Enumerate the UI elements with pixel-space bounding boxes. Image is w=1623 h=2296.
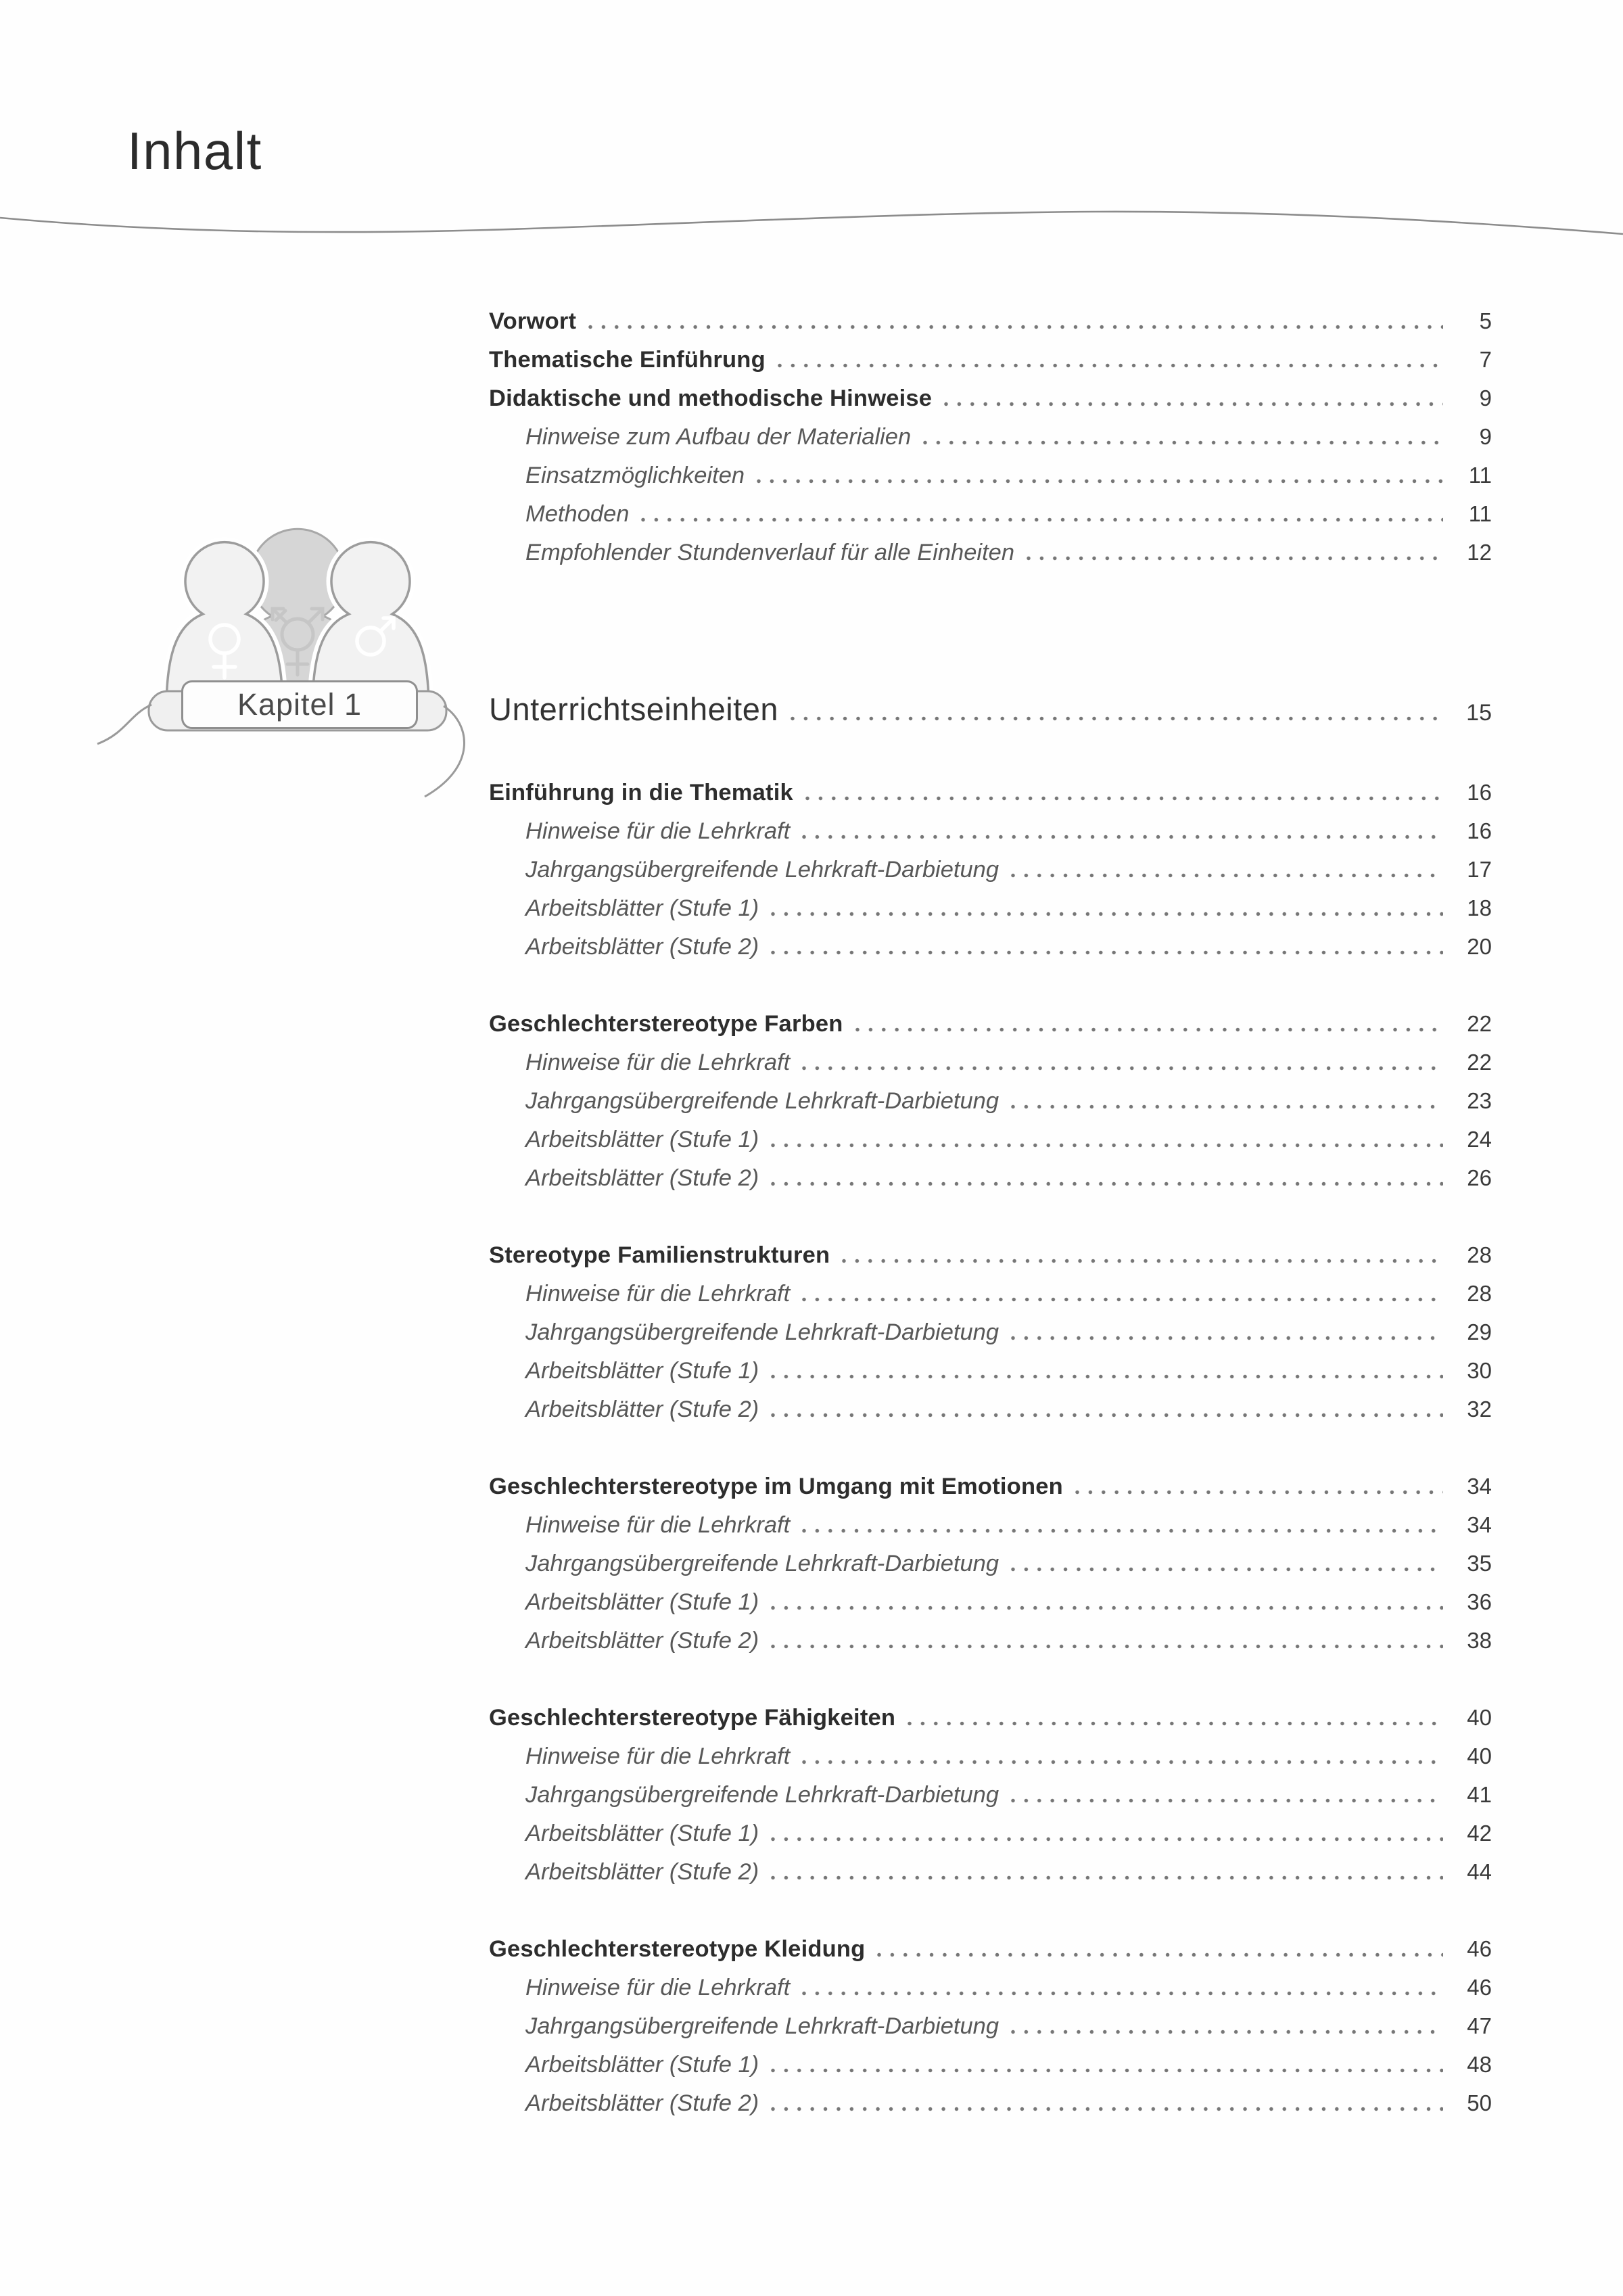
toc-unit-heading-page-number: 40 [1467, 1705, 1492, 1730]
toc-unit [489, 780, 1492, 973]
toc-entry [489, 2090, 1492, 2129]
toc-entry-label: Hinweise für die Lehrkraft [525, 1975, 791, 2000]
gender-figures-icon [81, 500, 521, 818]
toc-entry-page-number: 47 [1467, 2013, 1492, 2038]
toc-entry-page-number: 17 [1467, 857, 1492, 882]
dot-leader [588, 325, 1443, 329]
toc-entry [489, 1743, 1492, 1782]
toc-entry-page-number: 41 [1467, 1782, 1492, 1807]
dot-leader [1011, 1798, 1443, 1803]
toc-entry-page-number: 5 [1479, 308, 1492, 333]
dot-leader [771, 1875, 1443, 1880]
chapter-badge-label: Kapitel 1 [237, 687, 362, 722]
toc-entry-label: Didaktische und methodische Hinweise [489, 385, 933, 411]
toc-entry-page-number: 24 [1467, 1127, 1492, 1152]
toc-unit-heading-label: Geschlechterstereotype Fähigkeiten [489, 1705, 896, 1731]
dot-leader [802, 835, 1443, 839]
toc-entry-label: Arbeitsblätter (Stufe 2) [525, 1165, 759, 1191]
divider-wave [0, 200, 1623, 248]
toc-unit-heading-page-number: 16 [1467, 780, 1492, 805]
toc-entry-label: Jahrgangsübergreifende Lehrkraft-Darbietung [525, 1319, 999, 1345]
dot-leader [771, 1143, 1443, 1148]
toc-entry-label: Jahrgangsübergreifende Lehrkraft-Darbietung [525, 857, 999, 883]
dot-leader [771, 1413, 1443, 1418]
toc-unit-heading-page-number: 28 [1467, 1242, 1492, 1267]
toc-entry-page-number: 46 [1467, 1975, 1492, 2000]
pedestal-left-tail [97, 705, 151, 744]
toc-entry [489, 857, 1492, 895]
toc-unit-heading [489, 1242, 1492, 1281]
toc-entry-label: Hinweise für die Lehrkraft [525, 1281, 791, 1307]
toc-entry-label: Jahrgangsübergreifende Lehrkraft-Darbietung [525, 1088, 999, 1114]
toc-entry-page-number: 38 [1467, 1628, 1492, 1653]
toc-unit [489, 1936, 1492, 2129]
toc-entry-page-number: 12 [1467, 540, 1492, 565]
toc-unit-heading [489, 1936, 1492, 1975]
dot-leader [1027, 556, 1443, 561]
toc-entry [489, 1319, 1492, 1358]
toc-entry [489, 1821, 1492, 1859]
dot-leader [802, 1760, 1443, 1764]
toc-entry-label: Vorwort [489, 308, 577, 334]
toc-entry-label: Arbeitsblätter (Stufe 1) [525, 895, 759, 921]
toc-entry-label: Hinweise zum Aufbau der Materialien [525, 424, 912, 450]
toc-entry-label: Arbeitsblätter (Stufe 1) [525, 1589, 759, 1615]
chapter-heading-page-number: 15 [1466, 700, 1492, 726]
toc-unit-heading-page-number: 34 [1467, 1474, 1492, 1499]
dot-leader [771, 1837, 1443, 1842]
dot-leader [771, 1644, 1443, 1649]
toc-unit-heading [489, 780, 1492, 818]
toc-entry-label: Arbeitsblätter (Stufe 2) [525, 1397, 759, 1422]
toc-unit-heading-label: Stereotype Familienstrukturen [489, 1242, 830, 1268]
toc-entry-label: Thematische Einführung [489, 347, 766, 373]
toc-entry [489, 1512, 1492, 1551]
toc-entry-label: Arbeitsblätter (Stufe 2) [525, 2090, 759, 2116]
toc-entry-page-number: 34 [1467, 1512, 1492, 1537]
toc-entry-page-number: 7 [1479, 347, 1492, 372]
toc-entry-page-number: 26 [1467, 1165, 1492, 1190]
dot-leader [923, 440, 1443, 445]
toc-entry [489, 1358, 1492, 1397]
dot-leader [778, 363, 1443, 368]
toc-unit-heading [489, 1705, 1492, 1743]
toc-entry-page-number: 28 [1467, 1281, 1492, 1306]
toc-entry-label: Hinweise für die Lehrkraft [525, 1512, 791, 1538]
toc-entry [489, 1127, 1492, 1165]
toc-entry [489, 1088, 1492, 1127]
dot-leader [771, 1181, 1443, 1186]
toc-entry [489, 1628, 1492, 1666]
toc-entry [489, 424, 1492, 463]
toc-entry [489, 501, 1492, 540]
toc-entry-label: Arbeitsblätter (Stufe 1) [525, 1358, 759, 1384]
toc-entry-page-number: 35 [1467, 1551, 1492, 1576]
toc-entry-label: Hinweise für die Lehrkraft [525, 818, 791, 844]
toc-entry-label: Jahrgangsübergreifende Lehrkraft-Darbietung [525, 2013, 999, 2039]
units-list [489, 780, 1492, 2129]
toc-entry-label: Einsatzmöglichkeiten [525, 463, 745, 488]
dot-leader [641, 517, 1443, 522]
dot-leader [1011, 2030, 1443, 2034]
toc-entry-label: Empfohlender Stundenverlauf für alle Einheiten [525, 540, 1015, 565]
toc-entry-page-number: 18 [1467, 895, 1492, 920]
dot-leader [791, 716, 1443, 721]
toc-entry [489, 934, 1492, 973]
dot-leader [1011, 1336, 1443, 1340]
toc-unit [489, 1011, 1492, 1204]
toc-entry-label: Arbeitsblätter (Stufe 1) [525, 1821, 759, 1846]
toc-entry [489, 895, 1492, 934]
dot-leader [802, 1066, 1443, 1071]
dot-leader [802, 1297, 1443, 1302]
dot-leader [908, 1721, 1443, 1726]
toc-unit-heading-page-number: 22 [1467, 1011, 1492, 1036]
toc-entry [489, 1589, 1492, 1628]
dot-leader [771, 912, 1443, 916]
toc-entry [489, 1782, 1492, 1821]
toc-entry [489, 1975, 1492, 2013]
dot-leader [771, 2107, 1443, 2111]
toc-entry [489, 385, 1492, 424]
toc-entry-page-number: 16 [1467, 818, 1492, 843]
toc-entry [489, 347, 1492, 385]
toc-entry [489, 2052, 1492, 2090]
toc-entry [489, 308, 1492, 347]
toc-entry-label: Arbeitsblätter (Stufe 1) [525, 2052, 759, 2078]
toc-unit [489, 1242, 1492, 1435]
toc-entry-label: Hinweise für die Lehrkraft [525, 1743, 791, 1769]
toc-entry [489, 1397, 1492, 1435]
toc-unit-heading-label: Einführung in die Thematik [489, 780, 793, 805]
dot-leader [757, 479, 1443, 484]
toc-entry-label: Hinweise für die Lehrkraft [525, 1050, 791, 1075]
toc-entry-page-number: 42 [1467, 1821, 1492, 1846]
front-matter-list [489, 308, 1492, 578]
toc-entry [489, 1859, 1492, 1898]
toc-entry-label: Jahrgangsübergreifende Lehrkraft-Darbietung [525, 1551, 999, 1576]
dot-leader [805, 796, 1443, 801]
chapter-badge [181, 680, 418, 729]
toc-entry-page-number: 9 [1479, 424, 1492, 449]
toc-entry-page-number: 44 [1467, 1859, 1492, 1884]
toc-unit-heading [489, 1474, 1492, 1512]
dot-leader [771, 1374, 1443, 1379]
toc-entry-label: Arbeitsblätter (Stufe 2) [525, 1628, 759, 1654]
toc-entry-label: Methoden [525, 501, 630, 527]
toc-unit-heading-label: Geschlechterstereotype Kleidung [489, 1936, 866, 1962]
toc-entry-page-number: 32 [1467, 1397, 1492, 1422]
toc-unit-heading [489, 1011, 1492, 1050]
toc-entry [489, 1551, 1492, 1589]
toc-entry [489, 818, 1492, 857]
toc-unit [489, 1705, 1492, 1898]
chapter-marker [81, 500, 521, 818]
toc-entry-page-number: 20 [1467, 934, 1492, 959]
toc-entry [489, 1165, 1492, 1204]
chapter-heading-label: Unterrichtseinheiten [489, 691, 778, 727]
toc-entry-page-number: 48 [1467, 2052, 1492, 2077]
toc-entry [489, 1281, 1492, 1319]
dot-leader [1011, 1104, 1443, 1109]
dot-leader [802, 1991, 1443, 1996]
table-of-contents [489, 308, 1492, 2129]
dot-leader [1011, 873, 1443, 878]
dot-leader [771, 950, 1443, 955]
page-title: Inhalt [127, 121, 262, 181]
toc-entry [489, 463, 1492, 501]
toc-entry-label: Jahrgangsübergreifende Lehrkraft-Darbietung [525, 1782, 999, 1808]
dot-leader [771, 1606, 1443, 1610]
toc-entry-page-number: 29 [1467, 1319, 1492, 1344]
toc-entry-label: Arbeitsblätter (Stufe 2) [525, 934, 759, 960]
dot-leader [1011, 1567, 1443, 1572]
toc-entry-label: Arbeitsblätter (Stufe 1) [525, 1127, 759, 1152]
dot-leader [877, 1952, 1443, 1957]
toc-entry-page-number: 9 [1479, 385, 1492, 411]
toc-unit [489, 1474, 1492, 1666]
dot-leader [944, 402, 1443, 406]
toc-entry [489, 2013, 1492, 2052]
toc-entry-page-number: 11 [1468, 463, 1492, 488]
dot-leader [855, 1027, 1443, 1032]
toc-entry-page-number: 50 [1467, 2090, 1492, 2115]
toc-entry-page-number: 36 [1467, 1589, 1492, 1614]
toc-entry-page-number: 23 [1467, 1088, 1492, 1113]
dot-leader [842, 1259, 1443, 1263]
toc-entry-page-number: 40 [1467, 1743, 1492, 1768]
dot-leader [1075, 1490, 1443, 1495]
toc-entry [489, 540, 1492, 578]
dot-leader [771, 2068, 1443, 2073]
chapter-heading-row [489, 690, 1492, 742]
toc-entry [489, 1050, 1492, 1088]
toc-entry-page-number: 22 [1467, 1050, 1492, 1075]
toc-entry-page-number: 30 [1467, 1358, 1492, 1383]
toc-unit-heading-label: Geschlechterstereotype im Umgang mit Emotionen [489, 1474, 1063, 1499]
dot-leader [802, 1528, 1443, 1533]
toc-entry-label: Arbeitsblätter (Stufe 2) [525, 1859, 759, 1885]
toc-unit-heading-label: Geschlechterstereotype Farben [489, 1011, 843, 1037]
toc-unit-heading-page-number: 46 [1467, 1936, 1492, 1961]
toc-entry-page-number: 11 [1468, 501, 1492, 526]
